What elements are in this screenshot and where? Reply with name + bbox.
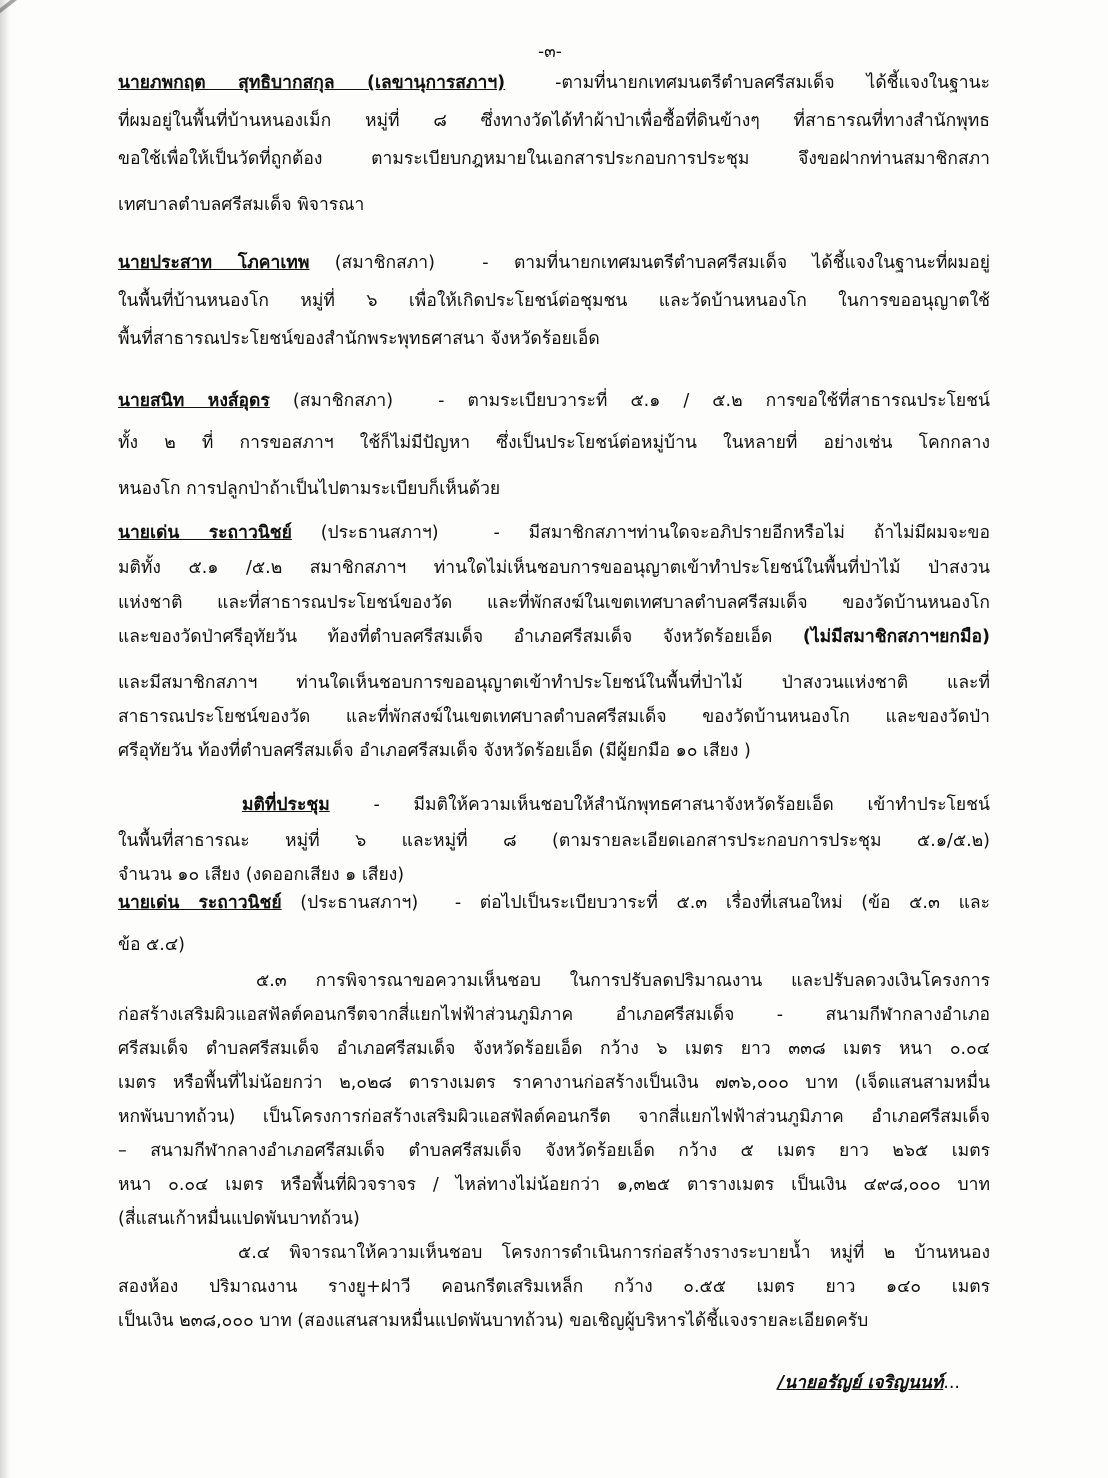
statement-line: เมตร หรือพื้นที่ไม่น้อยกว่า ๒,๐๒๘ ตารางเมตร ราคางานก่อสร้างเป็นเงิน ๗๓๖,๐๐๐ บาท (เจ็ดแสนสามหมื่น	[118, 1073, 990, 1093]
statement-text: -ตามที่นายกเทศมนตรีตำบลศรีสมเด็จ ได้ชี้แจงในฐานะ	[555, 73, 990, 93]
statement-line: ขอใช้เพื่อให้เป็นวัดที่ถูกต้อง ตามระเบียบกฎหมายในเอกสารประกอบการประชุม จึงขอฝากท่านสมาชิกสภา	[118, 149, 990, 169]
statement-line: ศรีอุทัยวัน ท้องที่ตำบลศรีสมเด็จ อำเภอศรีสมเด็จ จังหวัดร้อยเอ็ด (มีผู้ยกมือ ๑๐ เสียง )	[118, 741, 751, 761]
page-number: -๓-	[538, 42, 562, 62]
speaker-name: นายประสาท โภคาเทพ	[118, 253, 310, 273]
statement-line: ในพื้นที่สาธารณะ หมู่ที่ ๖ และหมู่ที่ ๘ (ตามรายละเอียดเอกสารประกอบการประชุม ๕.๑/๕.๒)	[118, 831, 990, 851]
next-page-continuation	[118, 1368, 960, 1396]
statement-line	[242, 790, 990, 818]
statement-line: ทั้ง ๒ ที่ การขอสภาฯ ใช้ก็ไม่มีปัญหา ซึ่งเป็นประโยชน์ต่อหมู่บ้าน ในหลายที่ อย่างเช่น โคกกลาง	[118, 433, 990, 453]
speaker-name: นายสนิท หงส์อุดร	[118, 391, 270, 411]
speaker-name: นายภพกฤต สุทธิบากสกุล (เลขานุการสภาฯ)	[118, 73, 506, 93]
statement-line	[118, 68, 990, 96]
statement-line	[118, 386, 990, 414]
statement-text: และของวัดป่าศรีอุทัยวัน ท้องที่ตำบลศรีสมเด็จ อำเภอศรีสมเด็จ จังหวัดร้อยเอ็ด	[118, 627, 773, 647]
speaker-role: (ประธานสภาฯ)	[300, 893, 419, 913]
vote-result: (ไม่มีสมาชิกสภาฯยกมือ)	[802, 627, 990, 647]
statement-text: - ต่อไปเป็นระเบียบวาระที่ ๕.๓ เรื่องที่เสนอใหม่ (ข้อ ๕.๓ และ	[454, 893, 990, 913]
resolution-label: มติที่ประชุม	[242, 795, 330, 815]
statement-line: – สนามกีฬากลางอำเภอศรีสมเด็จ ตำบลศรีสมเด็จ จังหวัดร้อยเอ็ด กว้าง ๕ เมตร ยาว ๒๖๕ เมตร	[118, 1141, 990, 1161]
next-speaker-name: /นายอรัญย์ เจริญนนท์	[777, 1373, 944, 1393]
statement-line: หนองโก การปลูกป่าถ้าเป็นไปตามระเบียบก็เห็นด้วย	[118, 479, 501, 499]
scan-edge-shadow	[0, 0, 10, 1478]
statement-line: ที่ผมอยู่ในพื้นที่บ้านหนองเม็ก หมู่ที่ ๘ ซึ่งทางวัดได้ทำผ้าป่าเพื่อซื้อที่ดินข้างๆ ที่สาธารณที่ทางสำนักพุทธ	[118, 111, 990, 131]
ellipsis: ...	[943, 1373, 960, 1393]
statement-line: หกพันบาทถ้วน) เป็นโครงการก่อสร้างเสริมผิวแอสฟัลต์คอนกรีต จากสี่แยกไฟฟ้าส่วนภูมิภาค อำเภอศรีสมเด็จ	[118, 1107, 990, 1127]
statement-line: สองห้อง ปริมาณงาน รางยู+ฝาวี คอนกรีตเสริมเหล็ก กว้าง ๐.๕๕ เมตร ยาว ๑๔๐ เมตร	[118, 1277, 990, 1297]
statement-line	[118, 518, 990, 546]
statement-line: (สี่แสนเก้าหมื่นแปดพันบาทถ้วน)	[118, 1209, 360, 1229]
statement-text: - ตามระเบียบวาระที่ ๕.๑ / ๕.๒ การขอใช้ที่สาธารณประโยชน์	[438, 391, 990, 411]
statement-text: - มีมติให้ความเห็นชอบให้สำนักพุทธศาสนาจังหวัดร้อยเอ็ด เข้าทำประโยชน์	[373, 795, 990, 815]
statement-line: ๕.๔ พิจารณาให้ความเห็นชอบ โครงการดำเนินการก่อสร้างรางระบายน้ำ หมู่ที่ ๒ บ้านหนอง	[238, 1243, 990, 1263]
statement-line: ศรีสมเด็จ ตำบลศรีสมเด็จ อำเภอศรีสมเด็จ จังหวัดร้อยเอ็ด กว้าง ๖ เมตร ยาว ๓๓๘ เมตร หนา ๐.๐๔	[118, 1039, 990, 1059]
statement-line: และมีสมาชิกสภาฯ ท่านใดเห็นชอบการขออนุญาตเข้าทำประโยชน์ในพื้นที่ป่าไม้ ป่าสงวนแห่งชาติ และที่	[118, 673, 990, 693]
statement-line: หนา ๐.๐๔ เมตร หรือพื้นที่ผิวจราจร / ไหล่ทางไม่น้อยกว่า ๑,๓๒๕ ตารางเมตร เป็นเงิน ๔๙๘,๐๐๐ บาท	[118, 1175, 990, 1195]
speaker-role: (ประธานสภาฯ)	[320, 523, 439, 543]
statement-line: ในพื้นที่บ้านหนองโก หมู่ที่ ๖ เพื่อให้เกิดประโยชน์ต่อชุมชน และวัดบ้านหนองโก ในการขออนุญาตใช้	[118, 291, 990, 311]
statement-line	[118, 248, 990, 276]
statement-line: มติทั้ง ๕.๑ /๕.๒ สมาชิกสภาฯ ท่านใดไม่เห็นชอบการขออนุญาตเข้าทำประโยชน์ในพื้นที่ป่าไม้ ป่าสงวน	[118, 558, 990, 578]
speaker-role: (สมาชิกสภา)	[292, 391, 394, 411]
statement-line: ข้อ ๕.๔)	[118, 935, 185, 955]
statement-line: ๕.๓ การพิจารณาขอความเห็นชอบ ในการปรับลดปริมาณงาน และปรับลดวงเงินโครงการ	[256, 971, 990, 991]
statement-line: สาธารณประโยชน์ของวัด และที่พักสงฆ์ในเขตเทศบาลตำบลศรีสมเด็จ ของวัดบ้านหนองโก และของวัดป่า	[118, 707, 990, 727]
speaker-role: (สมาชิกสภา)	[334, 253, 435, 273]
statement-text: - มีสมาชิกสภาฯท่านใดจะอภิปรายอีกหรือไม่ ถ้าไม่มีผมจะขอ	[493, 523, 990, 543]
statement-line: ก่อสร้างเสริมผิวแอสฟัลต์คอนกรีตจากสี่แยกไฟฟ้าส่วนภูมิภาค อำเภอศรีสมเด็จ - สนามกีฬากลางอำเภอ	[118, 1005, 990, 1025]
statement-line	[118, 622, 990, 650]
statement-text: - ตามที่นายกเทศมนตรีตำบลศรีสมเด็จ ได้ชี้แจงในฐานะที่ผมอยู่	[482, 253, 990, 273]
statement-line: แห่งชาติ และที่สาธารณประโยชน์ของวัด และที่พักสงฆ์ในเขตเทศบาลตำบลศรีสมเด็จ ของวัดบ้านหนองโก	[118, 593, 990, 613]
statement-line: จำนวน ๑๐ เสียง (งดออกเสียง ๑ เสียง)	[118, 865, 405, 885]
staple-mark	[0, 0, 166, 44]
statement-line: เป็นเงิน ๒๓๘,๐๐๐ บาท (สองแสนสามหมื่นแปดพันบาทถ้วน) ขอเชิญผู้บริหารได้ชี้แจงรายละเอียดครับ	[118, 1311, 869, 1331]
statement-line	[118, 888, 990, 916]
statement-line: เทศบาลตำบลศรีสมเด็จ พิจารณา	[118, 195, 365, 215]
statement-line: พื้นที่สาธารณประโยชน์ของสำนักพระพุทธศาสนา จังหวัดร้อยเอ็ด	[118, 329, 600, 349]
speaker-name: นายเด่น ระถาวนิชย์	[118, 893, 282, 913]
speaker-name: นายเด่น ระถาวนิชย์	[118, 523, 292, 543]
